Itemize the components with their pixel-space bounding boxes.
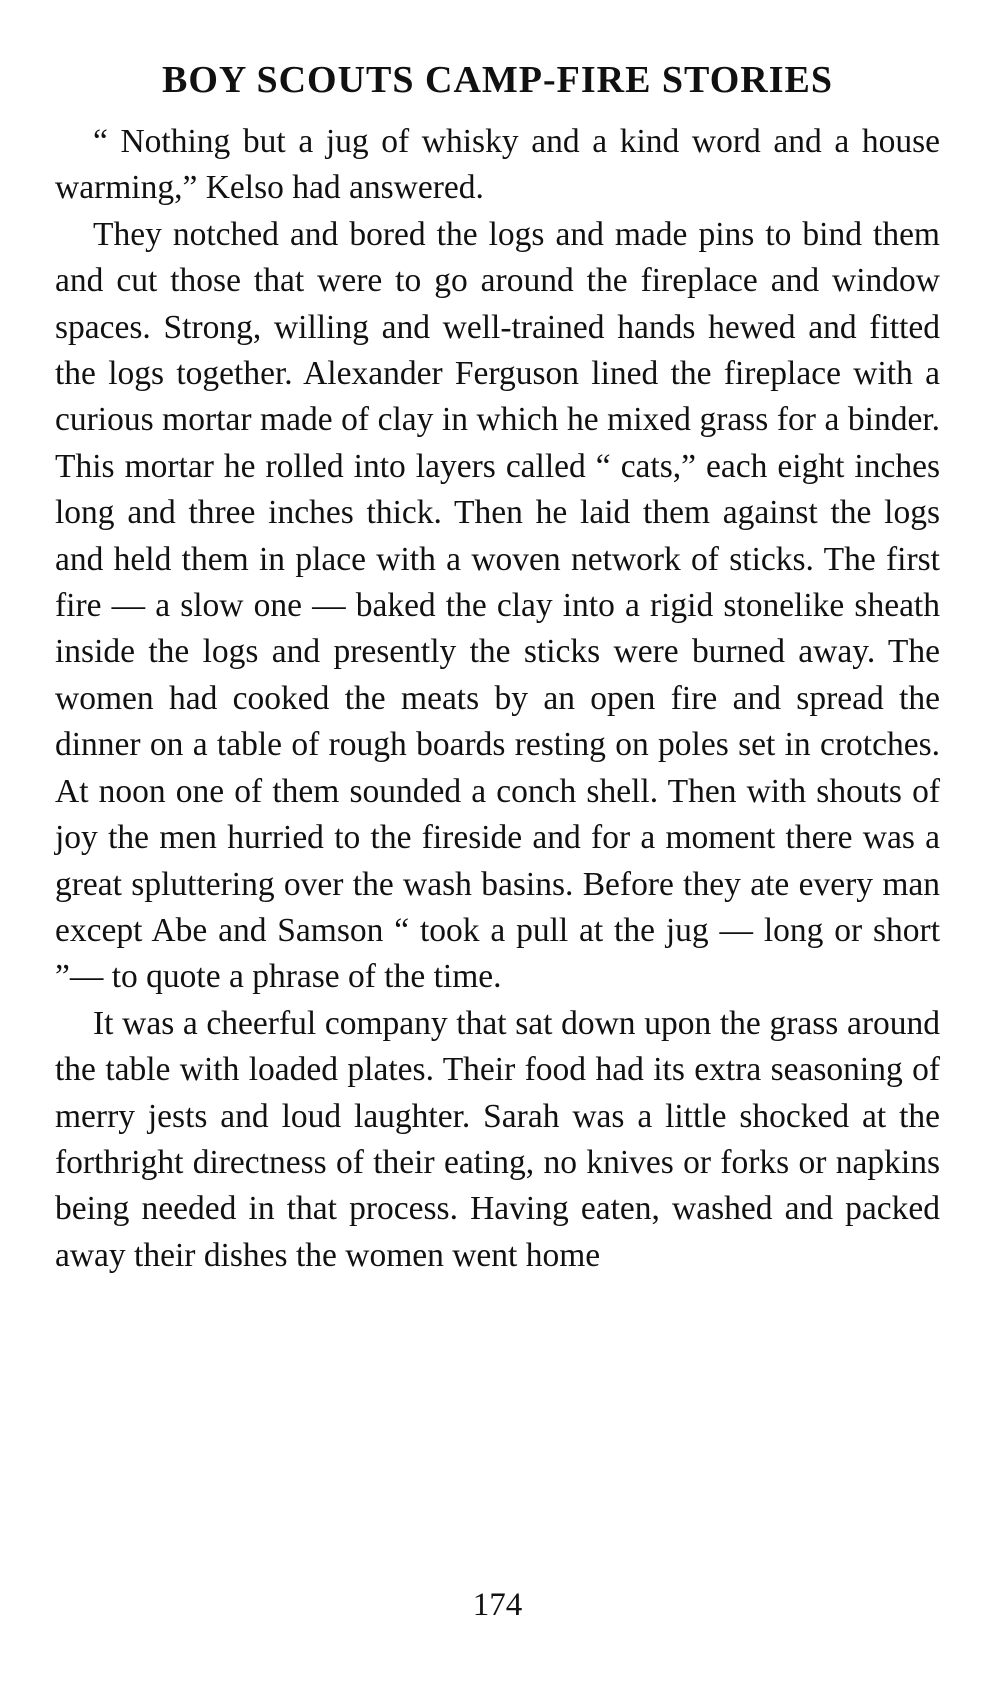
paragraph-2: They notched and bored the logs and made pins to bind them and cut those that were to go around the fireplace and window spaces. Strong, willing and well-trained hands hewed and fitted the logs together. Alexander Ferguson lined the fireplace with a curious mortar made of clay in which he mixed grass for a binder. This mortar he rolled into layers called “ cats,” each eight inches long and three inches thick. Then he laid them against the logs and held them in place with a woven network of sticks. The first fire — a slow one — baked the clay into a rigid stonelike sheath inside the logs and presently the sticks were burned away. The women had cooked the meats by an open fire and spread the dinner on a table of rough boards resting on poles set in crotches. At noon one of them sounded a conch shell. Then with shouts of joy the men hurried to the fireside and for a moment there was a great spluttering over the wash basins. Before they ate every man except Abe and Samson “ took a pull at the jug — long or short ”— to quote a phrase of the time. [55, 215, 940, 996]
body-text [55, 119, 940, 1279]
book-page [55, 55, 940, 1655]
paragraph-1: “ Nothing but a jug of whisky and a kind word and a house warming,” Kelso had answered. [55, 123, 940, 207]
running-head: BOY SCOUTS CAMP-FIRE STORIES [162, 59, 833, 101]
paragraph-3: It was a cheerful company that sat down upon the grass around the table with loaded plates. Their food had its extra seasoning of merry jests and loud laughter. Sarah was a little shocked at the forthright directness of their eating, no knives or forks or napkins being needed in that process. Having eaten, washed and packed away their dishes the women went home [55, 1004, 940, 1274]
page-number: 174 [472, 1587, 523, 1623]
